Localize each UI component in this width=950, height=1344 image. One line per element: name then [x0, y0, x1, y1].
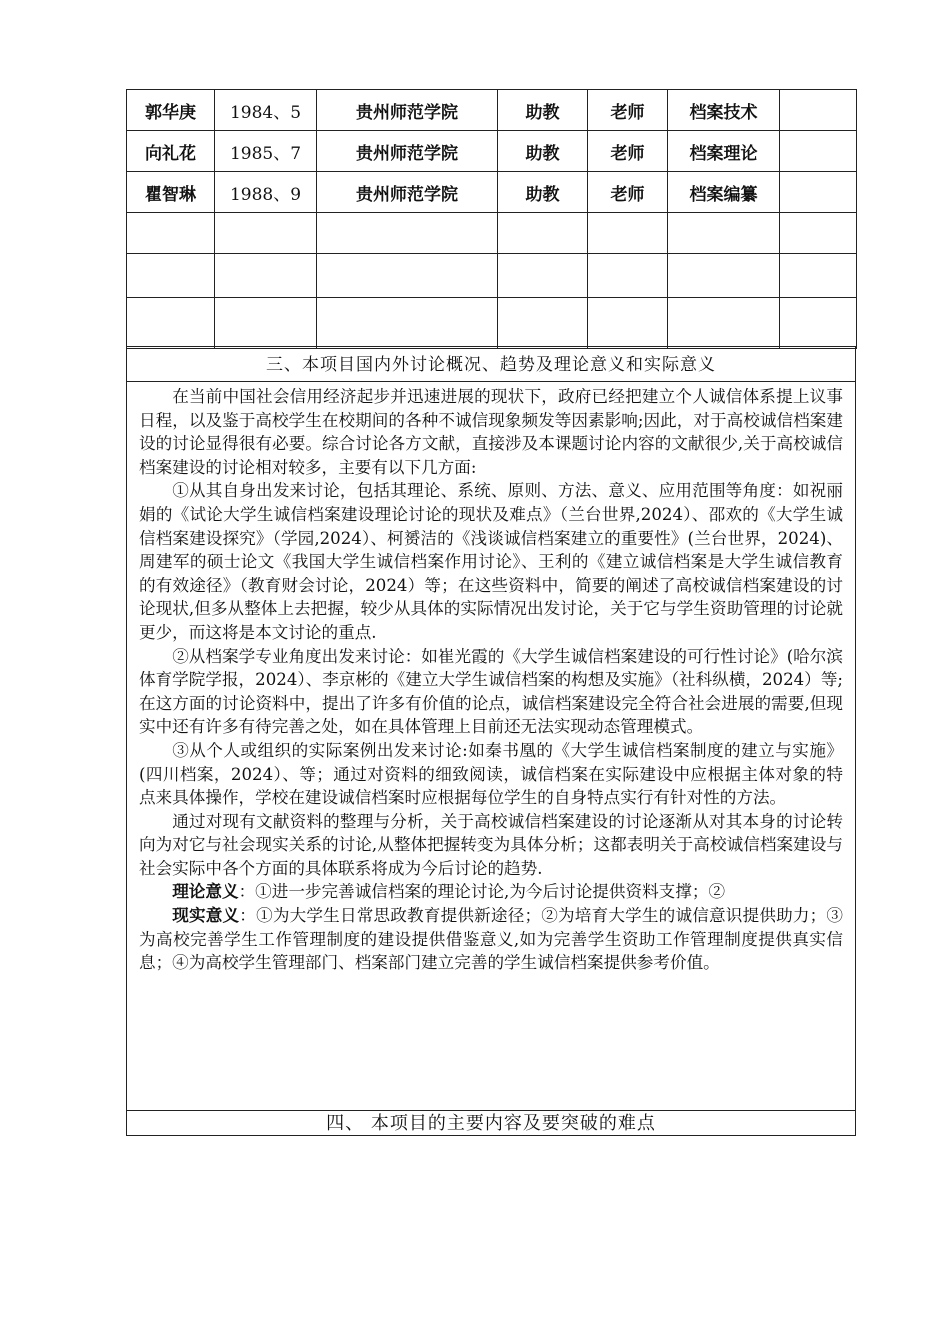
empty-cell [780, 213, 857, 254]
paragraph: 通过对现有文献资料的整理与分析，关于高校诚信档案建设的讨论逐渐从对其本身的讨论转向为对它与社会现实关系的讨论,从整体把握转变为具体分析；这都表明关于高校诚信档案建设与社会实际中各个方面的具体联系将成为今后讨论的趋势. [139, 811, 843, 878]
empty-row [127, 298, 857, 349]
member-unit: 贵州师范学院 [317, 172, 498, 213]
empty-cell [317, 254, 498, 298]
paragraph: 在当前中国社会信用经济起步并迅速进展的现状下，政府已经把建立个人诚信体系提上议事日程，以及鉴于高校学生在校期间的各种不诚信现象频发等因素影响;因此，对于高校诚信档案建设的讨论显得很有必要。综合讨论各方文献，直接涉及本课题讨论内容的文献很少,关于高校诚信档案建设的讨论相对较多，主要有以下几方面: [139, 387, 843, 477]
empty-cell [668, 213, 780, 254]
table-row [127, 172, 857, 213]
section3-body [126, 381, 856, 1111]
empty-cell [317, 213, 498, 254]
empty-row [127, 213, 857, 254]
member-name: 向礼花 [127, 131, 215, 172]
empty-cell [498, 298, 588, 349]
member-task: 档案理论 [668, 131, 780, 172]
empty-cell [588, 213, 668, 254]
empty-cell [498, 254, 588, 298]
member-name: 郭华庚 [127, 90, 215, 131]
practice-text: ：①为大学生日常思政教育提供新途径；②为培育大学生的诚信意识提供助力；③为高校完善学生工作管理制度的建设提供借鉴意义,如为完善学生资助工作管理制度提供真实信息；④为高校学生管理部门、档案部门建立完善的学生诚信档案提供参考价值。 [139, 906, 844, 973]
empty-cell [127, 298, 215, 349]
member-name: 瞿智琳 [127, 172, 215, 213]
section4-heading: 四、 本项目的主要内容及要突破的难点 [126, 1110, 856, 1136]
theory-text: ：①进一步完善诚信档案的理论讨论,为今后讨论提供资料支撑；② [238, 882, 726, 902]
theory-label: 理论意义 [172, 881, 239, 902]
member-sign [780, 131, 857, 172]
table-row [127, 131, 857, 172]
member-task: 档案编纂 [668, 172, 780, 213]
empty-cell [215, 254, 317, 298]
empty-cell [780, 298, 857, 349]
member-task: 档案技术 [668, 90, 780, 131]
empty-cell [780, 254, 857, 298]
member-birth: 1985、7 [215, 131, 317, 172]
member-sign [780, 172, 857, 213]
member-title: 助教 [498, 90, 588, 131]
table-row [127, 90, 857, 131]
member-title: 助教 [498, 172, 588, 213]
paragraph: ②从档案学专业角度出发来讨论：如崔光霞的《大学生诚信档案建设的可行性讨论》(哈尔滨体育学院学报，2024）、李京彬的《建立大学生诚信档案的构想及实施》（社科纵横，2024）等;在这方面的讨论资料中，提出了许多有价值的论点，诚信档案建设完全符合社会进展的需要,但现实中还有许多有待完善之处，如在具体管理上目前还无法实现动态管理模式。 [139, 646, 844, 737]
practice-significance [139, 904, 843, 975]
empty-cell [215, 213, 317, 254]
empty-cell [668, 298, 780, 349]
empty-cell [127, 254, 215, 298]
empty-cell [588, 298, 668, 349]
empty-cell [127, 213, 215, 254]
member-birth: 1988、9 [215, 172, 317, 213]
empty-cell [498, 213, 588, 254]
practice-label: 现实意义 [172, 905, 240, 926]
empty-row [127, 254, 857, 298]
member-table [126, 89, 857, 349]
theory-significance [139, 880, 843, 904]
empty-cell [215, 298, 317, 349]
empty-cell [588, 254, 668, 298]
empty-cell [668, 254, 780, 298]
member-unit: 贵州师范学院 [317, 90, 498, 131]
member-sign [780, 90, 857, 131]
section3-heading: 三、本项目国内外讨论概况、趋势及理论意义和实际意义 [126, 346, 856, 382]
member-role: 老师 [588, 172, 668, 213]
member-unit: 贵州师范学院 [317, 131, 498, 172]
empty-cell [317, 298, 498, 349]
paragraph: ①从其自身出发来讨论，包括其理论、系统、原则、方法、意义、应用范围等角度：如祝丽娟的《试论大学生诚信档案建设理论讨论的现状及难点》（兰台世界,2024）、邵欢的《大学生诚信档案建设探究》（学园,2024）、柯赟洁的《浅谈诚信档案建立的重要性》(兰台世界，2024)、周建军的硕士论文《我国大学生诚信档案作用讨论》、王利的《建立诚信档案是大学生诚信教育的有效途径》（教育财会讨论，2024）等；在这些资料中，简要的阐述了高校诚信档案建设的讨论现状,但多从整体上去把握，较少从具体的实际情况出发讨论，关于它与学生资助管理的讨论就更少，而这将是本文讨论的重点. [139, 481, 843, 642]
member-title: 助教 [498, 131, 588, 172]
member-birth: 1984、5 [215, 90, 317, 131]
member-role: 老师 [588, 90, 668, 131]
paragraph: ③从个人或组织的实际案例出发来讨论:如秦书凰的《大学生诚信档案制度的建立与实施》(四川档案，2024）、等；通过对资料的细致阅读，诚信档案在实际建设中应根据主体对象的特点来具体操作，学校在建设诚信档案时应根据每位学生的自身特点实行有针对性的方法。 [139, 740, 843, 808]
member-role: 老师 [588, 131, 668, 172]
